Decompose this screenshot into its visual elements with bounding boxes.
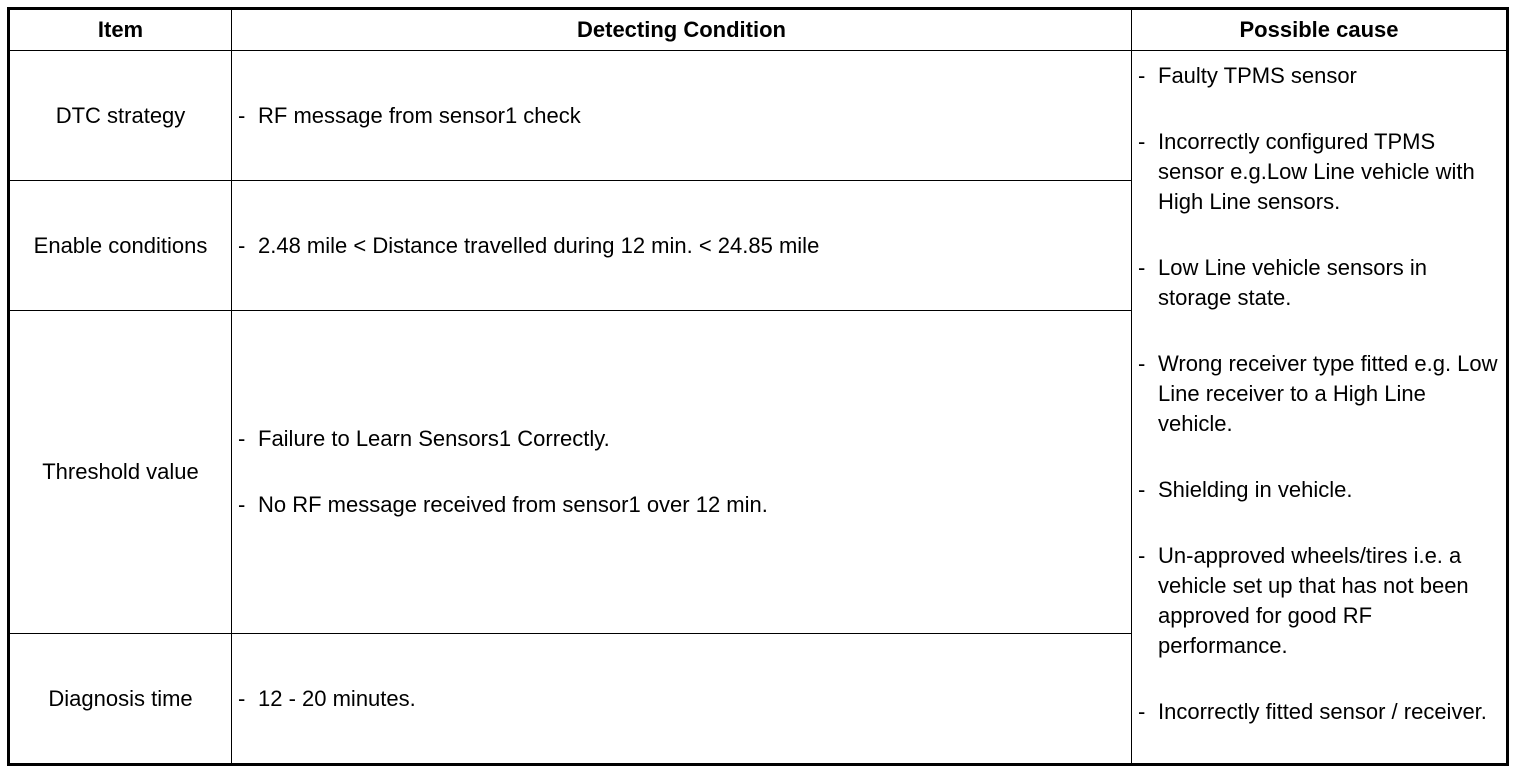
- header-possible-cause: Possible cause: [1132, 9, 1508, 51]
- cause-item: [1138, 541, 1498, 661]
- condition-bullet: [238, 231, 1131, 261]
- bullet-dash: -: [238, 492, 246, 517]
- bullet-dash: -: [238, 685, 246, 711]
- condition-text: 2.48 mile < Distance travelled during 12 min. < 24.85 mile: [258, 232, 820, 258]
- condition-bullet: [238, 424, 1131, 454]
- bullet-dash: -: [1138, 699, 1146, 724]
- possible-cause-cell: [1132, 51, 1508, 765]
- cause-item: [1138, 697, 1498, 727]
- cause-item: [1138, 349, 1498, 439]
- table-row-dtc-strategy: [9, 51, 1508, 181]
- bullet-dash: -: [238, 426, 246, 451]
- item-diagnosis-time: Diagnosis time: [9, 634, 232, 765]
- bullet-dash: -: [1138, 129, 1146, 154]
- condition-enable-conditions: [232, 181, 1132, 311]
- cause-text: Incorrectly configured TPMS sensor e.g.Low Line vehicle with High Line sensors.: [1158, 129, 1475, 214]
- condition-diagnosis-time: [232, 634, 1132, 765]
- item-threshold-value: Threshold value: [9, 311, 232, 634]
- condition-bullet: [238, 101, 1131, 131]
- cause-item: [1138, 127, 1498, 217]
- condition-text: RF message from sensor1 check: [258, 102, 581, 128]
- condition-bullet: [238, 684, 1131, 714]
- bullet-dash: -: [1138, 255, 1146, 280]
- cause-text: Shielding in vehicle.: [1158, 477, 1353, 502]
- condition-bullet: [238, 490, 1131, 520]
- bullet-dash: -: [238, 232, 246, 258]
- cause-text: Un-approved wheels/tires i.e. a vehicle set up that has not been approved for good RF performance.: [1158, 543, 1469, 658]
- item-dtc-strategy: DTC strategy: [9, 51, 232, 181]
- condition-threshold-value: [232, 311, 1132, 634]
- bullet-dash: -: [1138, 351, 1146, 376]
- cause-text: Wrong receiver type fitted e.g. Low Line receiver to a High Line vehicle.: [1158, 351, 1498, 436]
- header-row: [9, 9, 1508, 51]
- cause-item: [1138, 253, 1498, 313]
- bullet-dash: -: [1138, 543, 1146, 568]
- bullet-dash: -: [238, 102, 246, 128]
- cause-text: Incorrectly fitted sensor / receiver.: [1158, 699, 1487, 724]
- condition-text: No RF message received from sensor1 over 12 min.: [258, 492, 768, 517]
- condition-dtc-strategy: [232, 51, 1132, 181]
- bullet-dash: -: [1138, 477, 1146, 502]
- header-item: Item: [9, 9, 232, 51]
- bullet-dash: -: [1138, 63, 1146, 88]
- cause-text: Faulty TPMS sensor: [1158, 63, 1357, 88]
- diagnostic-table: [7, 7, 1509, 766]
- cause-item: [1138, 61, 1498, 91]
- condition-text: Failure to Learn Sensors1 Correctly.: [258, 426, 610, 451]
- item-enable-conditions: Enable conditions: [9, 181, 232, 311]
- condition-text: 12 - 20 minutes.: [258, 685, 416, 711]
- cause-text: Low Line vehicle sensors in storage state.: [1158, 255, 1428, 310]
- header-detecting-condition: Detecting Condition: [232, 9, 1132, 51]
- cause-item: [1138, 475, 1498, 505]
